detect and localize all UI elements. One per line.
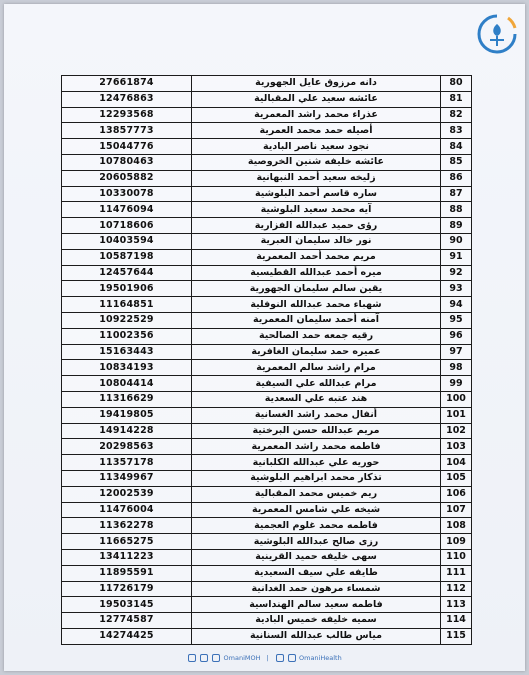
table-row: [62, 312, 472, 328]
row-name: زليخه سعيد أحمد النبهانية: [192, 170, 441, 186]
row-name: نجود سعيد ناصر البادية: [192, 139, 441, 155]
row-id: 10587198: [62, 249, 192, 265]
table-row: [62, 344, 472, 360]
table-row: [62, 502, 472, 518]
row-id: 12774587: [62, 613, 192, 629]
row-number: 97: [441, 344, 472, 360]
row-name: طايفه علي سيف السعيدية: [192, 565, 441, 581]
row-number: 114: [441, 613, 472, 629]
row-number: 108: [441, 518, 472, 534]
row-id: 10834193: [62, 360, 192, 376]
row-name: عميره حمد سليمان الغافرية: [192, 344, 441, 360]
row-number: 96: [441, 328, 472, 344]
row-id: 12476863: [62, 91, 192, 107]
row-name: حوريه علي عبدالله الكلبانية: [192, 455, 441, 471]
row-id: 13411223: [62, 549, 192, 565]
row-name: مريم محمد أحمد المعمرية: [192, 249, 441, 265]
row-number: 101: [441, 407, 472, 423]
row-name: تذكار محمد ابراهيم البلوشية: [192, 470, 441, 486]
table-row: [62, 486, 472, 502]
row-number: 115: [441, 628, 472, 644]
row-name: رؤى حميد عبدالله الفزارية: [192, 218, 441, 234]
row-name: ساره قاسم أحمد البلوشية: [192, 186, 441, 202]
row-number: 91: [441, 249, 472, 265]
row-number: 85: [441, 154, 472, 170]
table-row: [62, 218, 472, 234]
row-id: 11164851: [62, 297, 192, 313]
facebook-icon: [276, 654, 284, 662]
row-number: 82: [441, 107, 472, 123]
names-table-body: [62, 76, 472, 645]
row-name: آيه محمد سعيد البلوشية: [192, 202, 441, 218]
row-id: 10780463: [62, 154, 192, 170]
row-id: 11665275: [62, 534, 192, 550]
row-number: 100: [441, 391, 472, 407]
row-name: ميره أحمد عبدالله القطيسية: [192, 265, 441, 281]
table-row: [62, 76, 472, 92]
table-row: [62, 423, 472, 439]
row-id: 10922529: [62, 312, 192, 328]
table-row: [62, 139, 472, 155]
row-name: رقيه جمعه حمد الصالحية: [192, 328, 441, 344]
x-icon: [200, 654, 208, 662]
row-id: 19419805: [62, 407, 192, 423]
footer-social: [4, 654, 525, 662]
row-number: 110: [441, 549, 472, 565]
row-name: سميه خليفه خميس البادية: [192, 613, 441, 629]
table-row: [62, 549, 472, 565]
row-number: 89: [441, 218, 472, 234]
row-number: 92: [441, 265, 472, 281]
row-name: نور خالد سليمان العبرية: [192, 233, 441, 249]
row-number: 113: [441, 597, 472, 613]
table-row: [62, 281, 472, 297]
row-number: 103: [441, 439, 472, 455]
row-id: 11726179: [62, 581, 192, 597]
table-row: [62, 233, 472, 249]
table-row: [62, 518, 472, 534]
table-row: [62, 455, 472, 471]
row-name: هند عتبه علي السعدية: [192, 391, 441, 407]
table-row: [62, 186, 472, 202]
ministry-of-health-logo-icon: [475, 12, 519, 56]
footer-separator: |: [266, 654, 269, 662]
table-row: [62, 613, 472, 629]
row-number: 106: [441, 486, 472, 502]
row-id: 11357178: [62, 455, 192, 471]
table-row: [62, 534, 472, 550]
table-row: [62, 154, 472, 170]
row-name: فاطمه محمد راشد المعمرية: [192, 439, 441, 455]
row-number: 99: [441, 376, 472, 392]
row-name: أنفال محمد راشد الغسانية: [192, 407, 441, 423]
row-name: عائشه خليفه شنين الخروصية: [192, 154, 441, 170]
row-id: 12002539: [62, 486, 192, 502]
row-id: 11895591: [62, 565, 192, 581]
row-id: 15163443: [62, 344, 192, 360]
table-row: [62, 470, 472, 486]
table-row: [62, 107, 472, 123]
row-number: 105: [441, 470, 472, 486]
row-id: 10403594: [62, 233, 192, 249]
table-row: [62, 297, 472, 313]
row-id: 19503145: [62, 597, 192, 613]
names-table: [61, 75, 472, 645]
table-row: [62, 391, 472, 407]
row-number: 81: [441, 91, 472, 107]
youtube-icon: [212, 654, 220, 662]
table-row: [62, 565, 472, 581]
row-id: 11362278: [62, 518, 192, 534]
row-number: 88: [441, 202, 472, 218]
row-name: فاطمه محمد غلوم العجمية: [192, 518, 441, 534]
row-number: 109: [441, 534, 472, 550]
table-row: [62, 91, 472, 107]
row-number: 107: [441, 502, 472, 518]
row-number: 87: [441, 186, 472, 202]
row-id: 11476004: [62, 502, 192, 518]
table-row: [62, 328, 472, 344]
row-name: يقين سالم سليمان الجهورية: [192, 281, 441, 297]
row-name: مياس طالب عبدالله السنانية: [192, 628, 441, 644]
row-name: عائشه سعيد علي المقبالية: [192, 91, 441, 107]
row-id: 20605882: [62, 170, 192, 186]
row-id: 14274425: [62, 628, 192, 644]
row-number: 84: [441, 139, 472, 155]
row-number: 80: [441, 76, 472, 92]
footer-handle-right: OmaniHealth: [299, 654, 342, 662]
row-number: 83: [441, 123, 472, 139]
row-number: 112: [441, 581, 472, 597]
row-number: 95: [441, 312, 472, 328]
row-name: شهباء محمد عبدالله النوفلية: [192, 297, 441, 313]
row-number: 98: [441, 360, 472, 376]
table-row: [62, 170, 472, 186]
row-name: دانه مرزوق عايل الجهورية: [192, 76, 441, 92]
row-id: 27661874: [62, 76, 192, 92]
table-row: [62, 360, 472, 376]
row-name: شيخه علي شامس المعمرية: [192, 502, 441, 518]
table-row: [62, 123, 472, 139]
row-number: 104: [441, 455, 472, 471]
row-name: مرام راشد سالم المعمرية: [192, 360, 441, 376]
row-id: 12293568: [62, 107, 192, 123]
row-number: 111: [441, 565, 472, 581]
row-id: 14914228: [62, 423, 192, 439]
table-row: [62, 407, 472, 423]
row-name: آمنه أحمد سليمان المعمرية: [192, 312, 441, 328]
table-row: [62, 628, 472, 644]
instagram-icon: [188, 654, 196, 662]
table-row: [62, 581, 472, 597]
row-name: مرام عبدالله علي السيفية: [192, 376, 441, 392]
table-row: [62, 439, 472, 455]
row-id: 10804414: [62, 376, 192, 392]
row-number: 93: [441, 281, 472, 297]
row-name: شمساء مرهون حمد الغدانية: [192, 581, 441, 597]
row-id: 15044776: [62, 139, 192, 155]
table-row: [62, 597, 472, 613]
row-number: 86: [441, 170, 472, 186]
table-row: [62, 265, 472, 281]
row-name: عذراء محمد راشد المعمرية: [192, 107, 441, 123]
row-id: 12457644: [62, 265, 192, 281]
linkedin-icon: [288, 654, 296, 662]
table-row: [62, 202, 472, 218]
row-name: رزى صالح عبدالله البلوشية: [192, 534, 441, 550]
table-row: [62, 249, 472, 265]
row-id: 19501906: [62, 281, 192, 297]
row-name: سهى خليفه حميد القرينية: [192, 549, 441, 565]
row-id: 11002356: [62, 328, 192, 344]
document-page: [4, 4, 525, 671]
row-id: 11349967: [62, 470, 192, 486]
row-number: 102: [441, 423, 472, 439]
row-name: أصيله حمد محمد العمرية: [192, 123, 441, 139]
footer-handle-left: OmaniMOH: [223, 654, 261, 662]
row-id: 20298563: [62, 439, 192, 455]
row-number: 90: [441, 233, 472, 249]
row-id: 13857773: [62, 123, 192, 139]
row-name: مريم عبدالله حسن البرختية: [192, 423, 441, 439]
row-name: فاطمه سعيد سالم الهنداسية: [192, 597, 441, 613]
row-number: 94: [441, 297, 472, 313]
table-row: [62, 376, 472, 392]
row-id: 11316629: [62, 391, 192, 407]
row-id: 10718606: [62, 218, 192, 234]
row-id: 10330078: [62, 186, 192, 202]
row-name: ريم خميس محمد المقبالية: [192, 486, 441, 502]
row-id: 11476094: [62, 202, 192, 218]
